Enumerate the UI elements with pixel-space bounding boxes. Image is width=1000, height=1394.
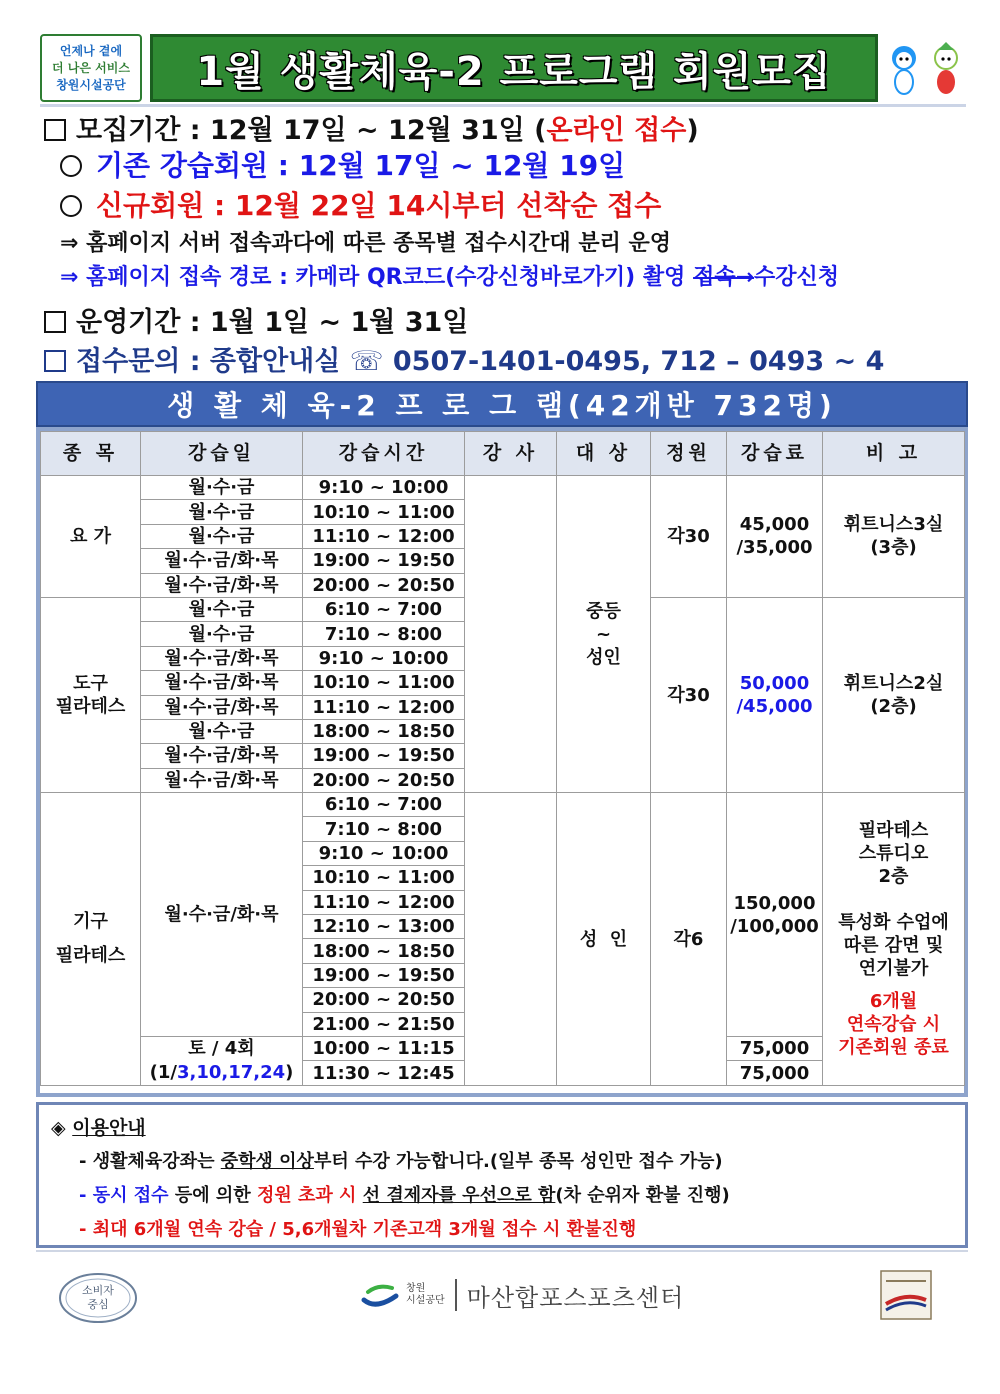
instructor-cell xyxy=(465,793,557,1086)
certification-mark-icon xyxy=(880,1270,932,1320)
instructor-cell xyxy=(465,476,557,793)
paren-close: ) xyxy=(686,115,699,146)
operation-text: 운영기간 : 1월 1일 ~ 1월 31일 xyxy=(76,307,469,338)
homepage-route xyxy=(60,260,839,291)
remarks xyxy=(823,793,965,1086)
corp-name xyxy=(406,1283,445,1307)
corp-name-line: 창원 xyxy=(406,1283,426,1294)
guide-underline: 중학생 이상 xyxy=(220,1151,314,1172)
class-time: 10:10 ~ 11:00 xyxy=(303,866,465,890)
class-time: 18:00 ~ 18:50 xyxy=(303,719,465,743)
class-days: 월·수·금 xyxy=(141,622,303,646)
class-time: 19:00 ~ 19:50 xyxy=(303,549,465,573)
class-time: 7:10 ~ 8:00 xyxy=(303,622,465,646)
class-time: 11:10 ~ 12:00 xyxy=(303,890,465,914)
square-bullet-icon xyxy=(44,119,66,141)
target-cell: 중등 ~ 성인 xyxy=(557,476,651,793)
fee: 50,000 /45,000 xyxy=(727,597,823,792)
class-time: 19:00 ~ 19:50 xyxy=(303,963,465,987)
corp-logo-icon xyxy=(358,1278,402,1312)
guide-blue-text: 동시 접수 xyxy=(92,1185,169,1206)
class-days: 월·수·금 xyxy=(141,524,303,548)
remarks: 휘트니스2실 (2층) xyxy=(823,597,965,792)
class-days: 월·수·금/화·목 xyxy=(141,768,303,792)
existing-member-text: 기존 강습회원 : 12월 17일 ~ 12월 19일 xyxy=(96,149,626,182)
class-time: 12:10 ~ 13:00 xyxy=(303,915,465,939)
mascot-icon xyxy=(886,40,970,96)
remarks-warning: 6개월 연속강습 시 기존회원 종료 xyxy=(838,991,949,1059)
capacity: 각30 xyxy=(651,476,727,598)
footer-divider xyxy=(36,1250,968,1252)
fee: 75,000 xyxy=(727,1061,823,1086)
class-days: 월·수·금/화·목 xyxy=(141,671,303,695)
slogan-line: 언제나 곁에 xyxy=(59,43,123,58)
class-days: 월·수·금/화·목 xyxy=(141,695,303,719)
guide-text: - 생활체육강좌는 xyxy=(79,1151,221,1172)
saturday-days xyxy=(141,1036,303,1085)
class-time: 6:10 ~ 7:00 xyxy=(303,597,465,621)
class-time: 9:10 ~ 10:00 xyxy=(303,646,465,670)
new-member-period xyxy=(60,184,661,224)
recruit-period-text: 모집기간 : 12월 17일 ~ 12월 31일 ( xyxy=(76,115,547,146)
class-time: 10:00 ~ 11:15 xyxy=(303,1036,465,1061)
fee: 45,000 /35,000 xyxy=(727,476,823,598)
saturday-label: 토 / 4회 xyxy=(188,1037,255,1059)
inquiry-text: 접수문의 : 종합안내실 ☏ 0507-1401-0495, 712 – 0493 ~ 4 xyxy=(76,346,885,377)
class-time: 20:00 ~ 20:50 xyxy=(303,573,465,597)
diamond-icon: ◈ xyxy=(51,1117,73,1139)
header xyxy=(40,34,970,104)
program-name: 요 가 xyxy=(41,476,141,598)
program-name: 기구 필라테스 xyxy=(41,793,141,1086)
corp-name-line: 시설공단 xyxy=(406,1295,445,1306)
usage-guide xyxy=(36,1102,968,1248)
fee: 75,000 xyxy=(727,1036,823,1061)
col-header: 비 고 xyxy=(823,432,965,476)
guide-underline: 선 결제자를 우선으로 함 xyxy=(362,1185,556,1206)
class-time: 20:00 ~ 20:50 xyxy=(303,768,465,792)
guide-red-text: 정원 초과 시 xyxy=(256,1185,357,1206)
class-time: 9:10 ~ 10:00 xyxy=(303,476,465,500)
capacity: 각6 xyxy=(651,793,727,1086)
footer-separator xyxy=(455,1279,457,1311)
guide-title-text: 이용안내 xyxy=(72,1117,146,1139)
class-time: 9:10 ~ 10:00 xyxy=(303,841,465,865)
class-days: 월·수·금 xyxy=(141,719,303,743)
recruit-period xyxy=(44,108,699,147)
col-header: 강 사 xyxy=(465,432,557,476)
remarks: 휘트니스3실 (3층) xyxy=(823,476,965,598)
page-title: 1월 생활체육-2 프로그램 회원모집 xyxy=(196,48,832,95)
class-days: 월·수·금 xyxy=(141,597,303,621)
class-time: 10:10 ~ 11:00 xyxy=(303,671,465,695)
col-header: 강습료 xyxy=(727,432,823,476)
badge-top-text: 소비자 xyxy=(82,1284,114,1297)
footer-logo xyxy=(358,1270,688,1320)
route-text: ⇒ 홈페이지 접속 경로 : 카메라 QR코드(수강신청바로가기) 촬영 xyxy=(60,265,694,290)
dates-suffix: ) xyxy=(285,1061,294,1083)
guide-text: 부터 수강 가능합니다.(일부 종목 성인만 접수 가능) xyxy=(313,1151,723,1172)
class-days: 월·수·금 xyxy=(141,500,303,524)
header-divider xyxy=(40,104,966,107)
class-days: 월·수·금/화·목 xyxy=(141,793,303,1037)
class-time: 20:00 ~ 20:50 xyxy=(303,988,465,1012)
square-bullet-icon xyxy=(44,311,66,333)
slogan-line: 더 나은 서비스 xyxy=(52,60,130,75)
guide-line xyxy=(79,1181,730,1207)
guide-dash: - xyxy=(79,1185,93,1206)
class-time: 11:10 ~ 12:00 xyxy=(303,524,465,548)
program-name: 도구 필라테스 xyxy=(41,597,141,792)
center-name: 마산합포스포츠센터 xyxy=(466,1283,685,1312)
server-note: ⇒ 홈페이지 서버 접속과다에 따른 종목별 접수시간대 분리 운영 xyxy=(60,231,672,256)
target-cell: 성 인 xyxy=(557,793,651,1086)
operation-period xyxy=(44,300,468,339)
class-time: 18:00 ~ 18:50 xyxy=(303,939,465,963)
title-banner xyxy=(150,34,878,102)
fee: 150,000 /100,000 xyxy=(727,793,823,1037)
schedule-table xyxy=(36,427,968,1097)
guide-line xyxy=(79,1147,723,1173)
new-member-text: 신규회원 : 12월 22일 14시부터 선착순 접수 xyxy=(96,189,662,222)
table-header-row xyxy=(41,432,965,476)
circle-bullet-icon xyxy=(60,155,82,177)
saturday-dates xyxy=(141,1061,302,1085)
class-time: 11:30 ~ 12:45 xyxy=(303,1061,465,1086)
capacity: 각30 xyxy=(651,597,727,792)
consumer-badge-icon xyxy=(58,1272,138,1324)
slogan-line: 창원시설공단 xyxy=(56,77,126,92)
class-days: 월·수·금 xyxy=(141,476,303,500)
circle-bullet-icon xyxy=(60,195,82,217)
class-time: 6:10 ~ 7:00 xyxy=(303,793,465,817)
class-time: 7:10 ~ 8:00 xyxy=(303,817,465,841)
col-header: 강습시간 xyxy=(303,432,465,476)
class-time: 19:00 ~ 19:50 xyxy=(303,744,465,768)
route-struck: 접속→ xyxy=(693,265,755,290)
col-header: 강습일 xyxy=(141,432,303,476)
inquiry xyxy=(44,339,884,378)
guide-line: - 최대 6개월 연속 강습 / 5,6개월차 기존고객 3개월 접수 시 환불진행 xyxy=(79,1219,637,1240)
dates-prefix: (1/ xyxy=(149,1061,177,1083)
dates-list: 3,10,17,24 xyxy=(176,1061,286,1083)
class-time: 21:00 ~ 21:50 xyxy=(303,1012,465,1036)
guide-title xyxy=(51,1113,146,1140)
class-days: 월·수·금/화·목 xyxy=(141,744,303,768)
class-days: 월·수·금/화·목 xyxy=(141,646,303,670)
existing-member-period xyxy=(60,144,625,184)
class-days: 월·수·금/화·목 xyxy=(141,549,303,573)
guide-text: (차 순위자 환불 진행) xyxy=(555,1185,730,1206)
online-label: 온라인 접수 xyxy=(546,115,687,146)
guide-text: 등에 의한 xyxy=(168,1185,257,1206)
class-days: 월·수·금/화·목 xyxy=(141,573,303,597)
badge-bottom-text: 중심 xyxy=(87,1298,109,1311)
remarks-text: 필라테스 스튜디오 2층 특성화 수업에 따른 감면 및 연기불가 xyxy=(838,820,949,980)
col-header: 대 상 xyxy=(557,432,651,476)
route-end: 수강신청 xyxy=(754,265,840,290)
slogan-box xyxy=(40,34,142,102)
class-time: 10:10 ~ 11:00 xyxy=(303,500,465,524)
table-row xyxy=(41,476,965,500)
table-row xyxy=(41,793,965,817)
col-header: 종 목 xyxy=(41,432,141,476)
col-header: 정원 xyxy=(651,432,727,476)
class-time: 11:10 ~ 12:00 xyxy=(303,695,465,719)
program-banner: 생 활 체 육-2 프 로 그 램(42개반 732명) xyxy=(36,381,968,427)
square-bullet-icon xyxy=(44,350,66,372)
